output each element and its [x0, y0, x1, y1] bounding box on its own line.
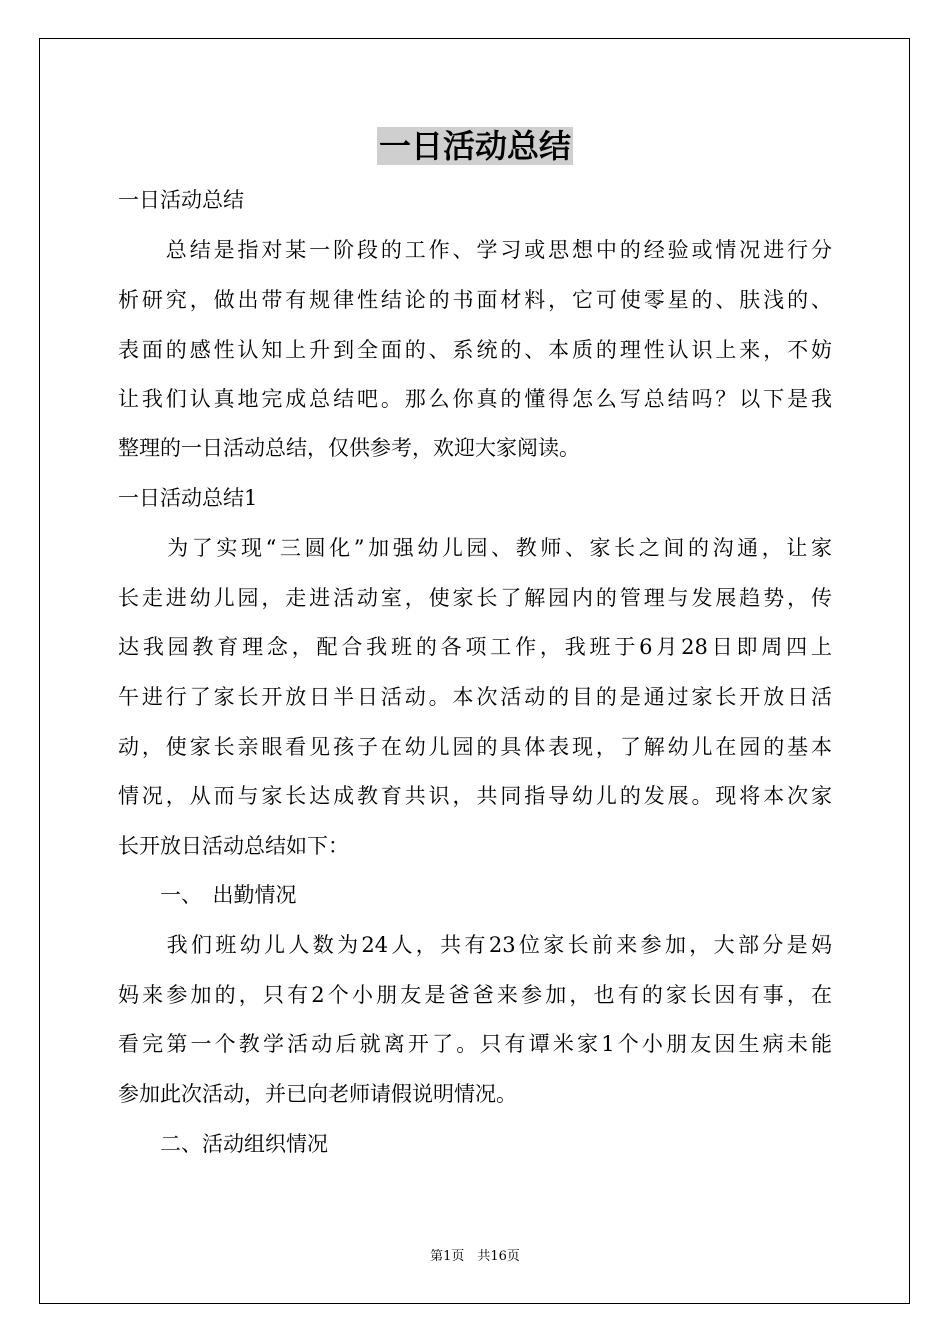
text-line-10: 达我园教育理念，配合我班的各项工作，我班于6月28日即周四上 [118, 635, 832, 659]
text-line-7: 一日活动总结1 [118, 486, 258, 510]
text-line-12: 动，使家长亲眼看见孩子在幼儿园的具体表现，了解幼儿在园的基本 [118, 735, 832, 759]
document-title-text: 一日活动总结 [378, 127, 571, 165]
text-line-4: 表面的感性认知上升到全面的、系统的、本质的理性认识上来，不妨 [118, 338, 832, 362]
text-line-1: 一日活动总结 [118, 188, 244, 212]
text-line-3: 析研究，做出带有规律性结论的书面材料，它可使零星的、肤浅的、 [118, 288, 832, 312]
text-line-16: 我们班幼儿人数为24人，共有23位家长前来参加，大部分是妈 [118, 933, 832, 957]
document-title [0, 124, 950, 168]
text-line-6: 整理的一日活动总结，仅供参考，欢迎大家阅读。 [118, 436, 580, 460]
text-line-14: 长开放日活动总结如下： [118, 834, 349, 858]
text-line-17: 妈来参加的，只有2个小朋友是爸爸来参加，也有的家长因有事，在 [118, 983, 832, 1007]
text-line-18: 看完第一个教学活动后就离开了。只有谭米家1个小朋友因生病未能 [118, 1032, 832, 1056]
page-border [39, 38, 910, 1304]
text-line-15: 一、 出勤情况 [118, 883, 297, 907]
text-line-19: 参加此次活动，并已向老师请假说明情况。 [118, 1082, 517, 1106]
text-line-13: 情况，从而与家长达成教育共识，共同指导幼儿的发展。现将本次家 [118, 784, 832, 808]
text-line-5: 让我们认真地完成总结吧。那么你真的懂得怎么写总结吗？以下是我 [118, 387, 832, 411]
text-line-9: 长走进幼儿园，走进活动室，使家长了解园内的管理与发展趋势，传 [118, 586, 832, 610]
text-line-2: 总结是指对某一阶段的工作、学习或思想中的经验或情况进行分 [118, 238, 832, 262]
page-footer: 第1页 共16页 [430, 1249, 520, 1264]
text-line-20: 二、活动组织情况 [118, 1132, 328, 1156]
text-line-8: 为了实现“三圆化”加强幼儿园、教师、家长之间的沟通，让家 [118, 536, 832, 560]
text-line-11: 午进行了家长开放日半日活动。本次活动的目的是通过家长开放日活 [118, 685, 832, 709]
